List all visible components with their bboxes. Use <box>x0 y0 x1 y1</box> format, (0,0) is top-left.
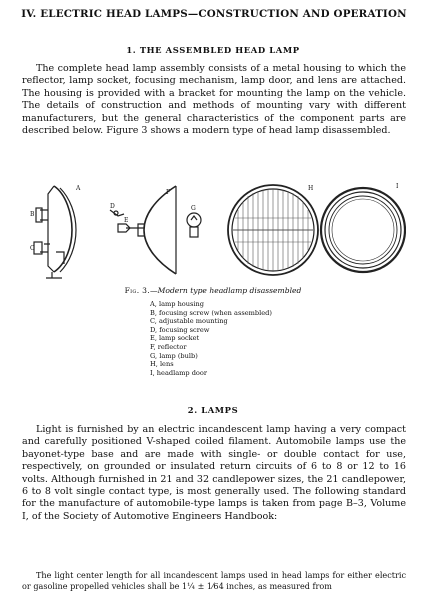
paragraph-sae-standard: The light center length for all incandescent lamps used in head lamps for either electric or gasoline propelled vehicles shall be 1¼ ± 1⁄64 inches, as measured from <box>22 570 406 591</box>
label-i: I <box>396 183 399 190</box>
legend-item: G, lamp (bulb) <box>150 351 198 360</box>
legend-item: D, focusing screw <box>150 325 210 334</box>
legend-item: H, lens <box>150 360 174 369</box>
lamp-housing-drawing <box>34 186 76 278</box>
label-a: A <box>76 185 81 192</box>
paragraph-assembled-head-lamp: The complete head lamp assembly consists of a metal housing to which the reflector, lamp socket, focusing mechanism, lamp door, and lens are attached. The housing is provided with a bracket for mounting the lamp on the vehicle. The details of construction and methods of mounting vary with different manufacturers, but the general characteristics of the component parts are described below. Figure 3 shows a modern type of head lamp disassembled. <box>22 63 406 137</box>
headlamp-door-drawing <box>321 188 405 272</box>
figure-caption-label: Fig. 3. <box>124 286 150 295</box>
figure-caption-text: —Modern type headlamp disassembled <box>150 286 302 295</box>
label-g: G <box>191 205 196 212</box>
legend-item: C, adjustable mounting <box>150 317 228 326</box>
legend-item: A, lamp housing <box>150 300 204 308</box>
label-b: B <box>30 211 35 218</box>
legend-item: F, reflector <box>150 342 187 351</box>
label-f: F <box>166 189 171 196</box>
label-c: C <box>30 245 35 252</box>
chapter-title: IV. ELECTRIC HEAD LAMPS—CONSTRUCTION AND OPERATION <box>21 8 407 20</box>
legend-item: B, focusing screw (when assembled) <box>150 308 272 317</box>
label-d: D <box>110 203 115 210</box>
figure-legend <box>150 300 272 377</box>
figure-caption <box>0 286 426 295</box>
legend-item: E, lamp socket <box>150 334 200 343</box>
paragraph-lamps: Light is furnished by an electric incandescent lamp having a very compact and carefully positioned V-shaped coiled filament. Automobile lamps use the bayonet-type base and are made with single- or double contact for use, respectively, on grounded or insulated return circuits of 6 to 8 or 12 to 16 volts. Although furnished in 21 and 32 candlepower sizes, the 21 candlepower, 6 to 8 volt single contact type, is most generally used. The following standard for the manufacture of automobile-type lamps is taken from page B–3, Volume I, of the Society of Automotive Engineers Handbook: <box>22 424 406 522</box>
section-heading-lamps: 2. LAMPS <box>187 405 239 415</box>
label-h: H <box>308 185 314 192</box>
section-heading-assembled-head-lamp: 1. THE ASSEMBLED HEAD LAMP <box>126 45 300 55</box>
headlamp-disassembled-figure <box>26 180 406 280</box>
reflector-drawing <box>138 186 176 274</box>
lens-drawing <box>228 185 318 275</box>
legend-item: I, headlamp door <box>150 368 208 377</box>
bulb-drawing <box>187 213 201 237</box>
label-e: E <box>124 217 129 224</box>
